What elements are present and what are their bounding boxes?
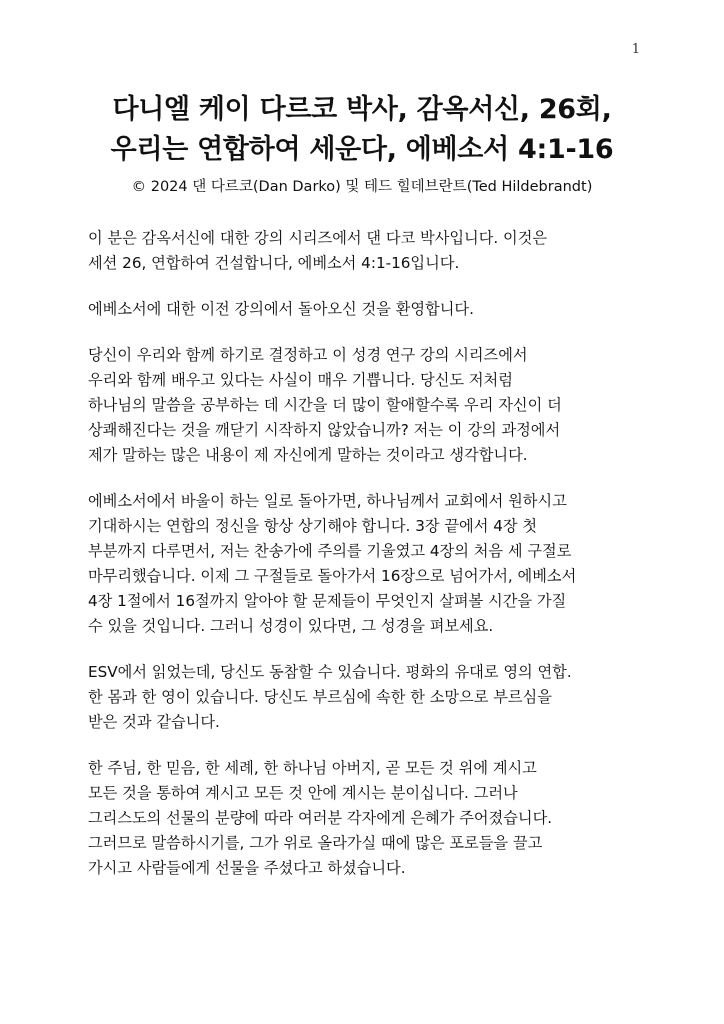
- paragraph-line: 우리와 함께 배우고 있다는 사실이 매우 기쁩니다. 당신도 저처럼: [88, 371, 513, 389]
- paragraph-line: 이 분은 감옥서신에 대한 강의 시리즈에서 댄 다코 박사입니다. 이것은: [88, 229, 548, 247]
- paragraph-line: 받은 것과 같습니다.: [88, 713, 220, 731]
- paragraph: [88, 660, 640, 735]
- paragraph-line: 에베소서에서 바울이 하는 일로 돌아가면, 하나님께서 교회에서 원하시고: [88, 492, 567, 510]
- paragraph-line: 당신이 우리와 함께 하기로 결정하고 이 성경 연구 강의 시리즈에서: [88, 346, 528, 364]
- document-header: [40, 90, 684, 198]
- document-body: [88, 226, 640, 902]
- paragraph: [88, 343, 640, 468]
- paragraph-line: 세션 26, 연합하여 건설합니다, 에베소서 4:1-16입니다.: [88, 254, 460, 272]
- paragraph-line: 모든 것을 통하여 계시고 모든 것 안에 계시는 분이십니다. 그러나: [88, 784, 518, 802]
- paragraph-line: 한 주님, 한 믿음, 한 세례, 한 하나님 아버지, 곧 모든 것 위에 계시고: [88, 759, 537, 777]
- paragraph-line: ESV에서 읽었는데, 당신도 동참할 수 있습니다. 평화의 유대로 영의 연합.: [88, 663, 572, 681]
- title-line-2: 우리는 연합하여 세운다, 에베소서 4:1-16: [110, 134, 614, 165]
- paragraph-line: 가시고 사람들에게 선물을 주셨다고 하셨습니다.: [88, 859, 406, 877]
- title-line-1: 다니엘 케이 다르코 박사, 감옥서신, 26회,: [112, 94, 612, 125]
- paragraph-line: 4장 1절에서 16절까지 알아야 할 문제들이 무엇인지 살펴볼 시간을 가질: [88, 592, 567, 610]
- paragraph-line: 마무리했습니다. 이제 그 구절들로 돌아가서 16장으로 넘어가서, 에베소서: [88, 567, 577, 585]
- paragraph-line: 그리스도의 선물의 분량에 따라 여러분 각자에게 은혜가 주어졌습니다.: [88, 809, 553, 827]
- copyright-subtitle: © 2024 댄 다르코(Dan Darko) 및 테드 힐데브란트(Ted Hildebrandt): [131, 179, 593, 195]
- paragraph-line: 제가 말하는 많은 내용이 제 자신에게 말하는 것이라고 생각합니다.: [88, 446, 528, 464]
- paragraph: [88, 226, 640, 276]
- paragraph-line: 부분까지 다루면서, 저는 찬송가에 주의를 기울였고 4장의 처음 세 구절로: [88, 542, 572, 560]
- paragraph-line: 그러므로 말씀하시기를, 그가 위로 올라가실 때에 많은 포로들을 끌고: [88, 834, 543, 852]
- paragraph-line: 한 몸과 한 영이 있습니다. 당신도 부르심에 속한 한 소망으로 부르심을: [88, 688, 552, 706]
- paragraph-line: 에베소서에 대한 이전 강의에서 돌아오신 것을 환영합니다.: [88, 300, 474, 318]
- page-number: 1: [631, 42, 640, 57]
- paragraph-line: 수 있을 것입니다. 그러니 성경이 있다면, 그 성경을 펴보세요.: [88, 617, 494, 635]
- paragraph-line: 기대하시는 연합의 정신을 항상 상기해야 합니다. 3장 끝에서 4장 첫: [88, 517, 538, 535]
- paragraph-line: 하나님의 말씀을 공부하는 데 시간을 더 많이 할애할수록 우리 자신이 더: [88, 396, 562, 414]
- paragraph-line: 상쾌해진다는 것을 깨닫기 시작하지 않았습니까? 저는 이 강의 과정에서: [88, 421, 561, 439]
- paragraph: [88, 489, 640, 639]
- paragraph: [88, 297, 640, 322]
- paragraph: [88, 756, 640, 881]
